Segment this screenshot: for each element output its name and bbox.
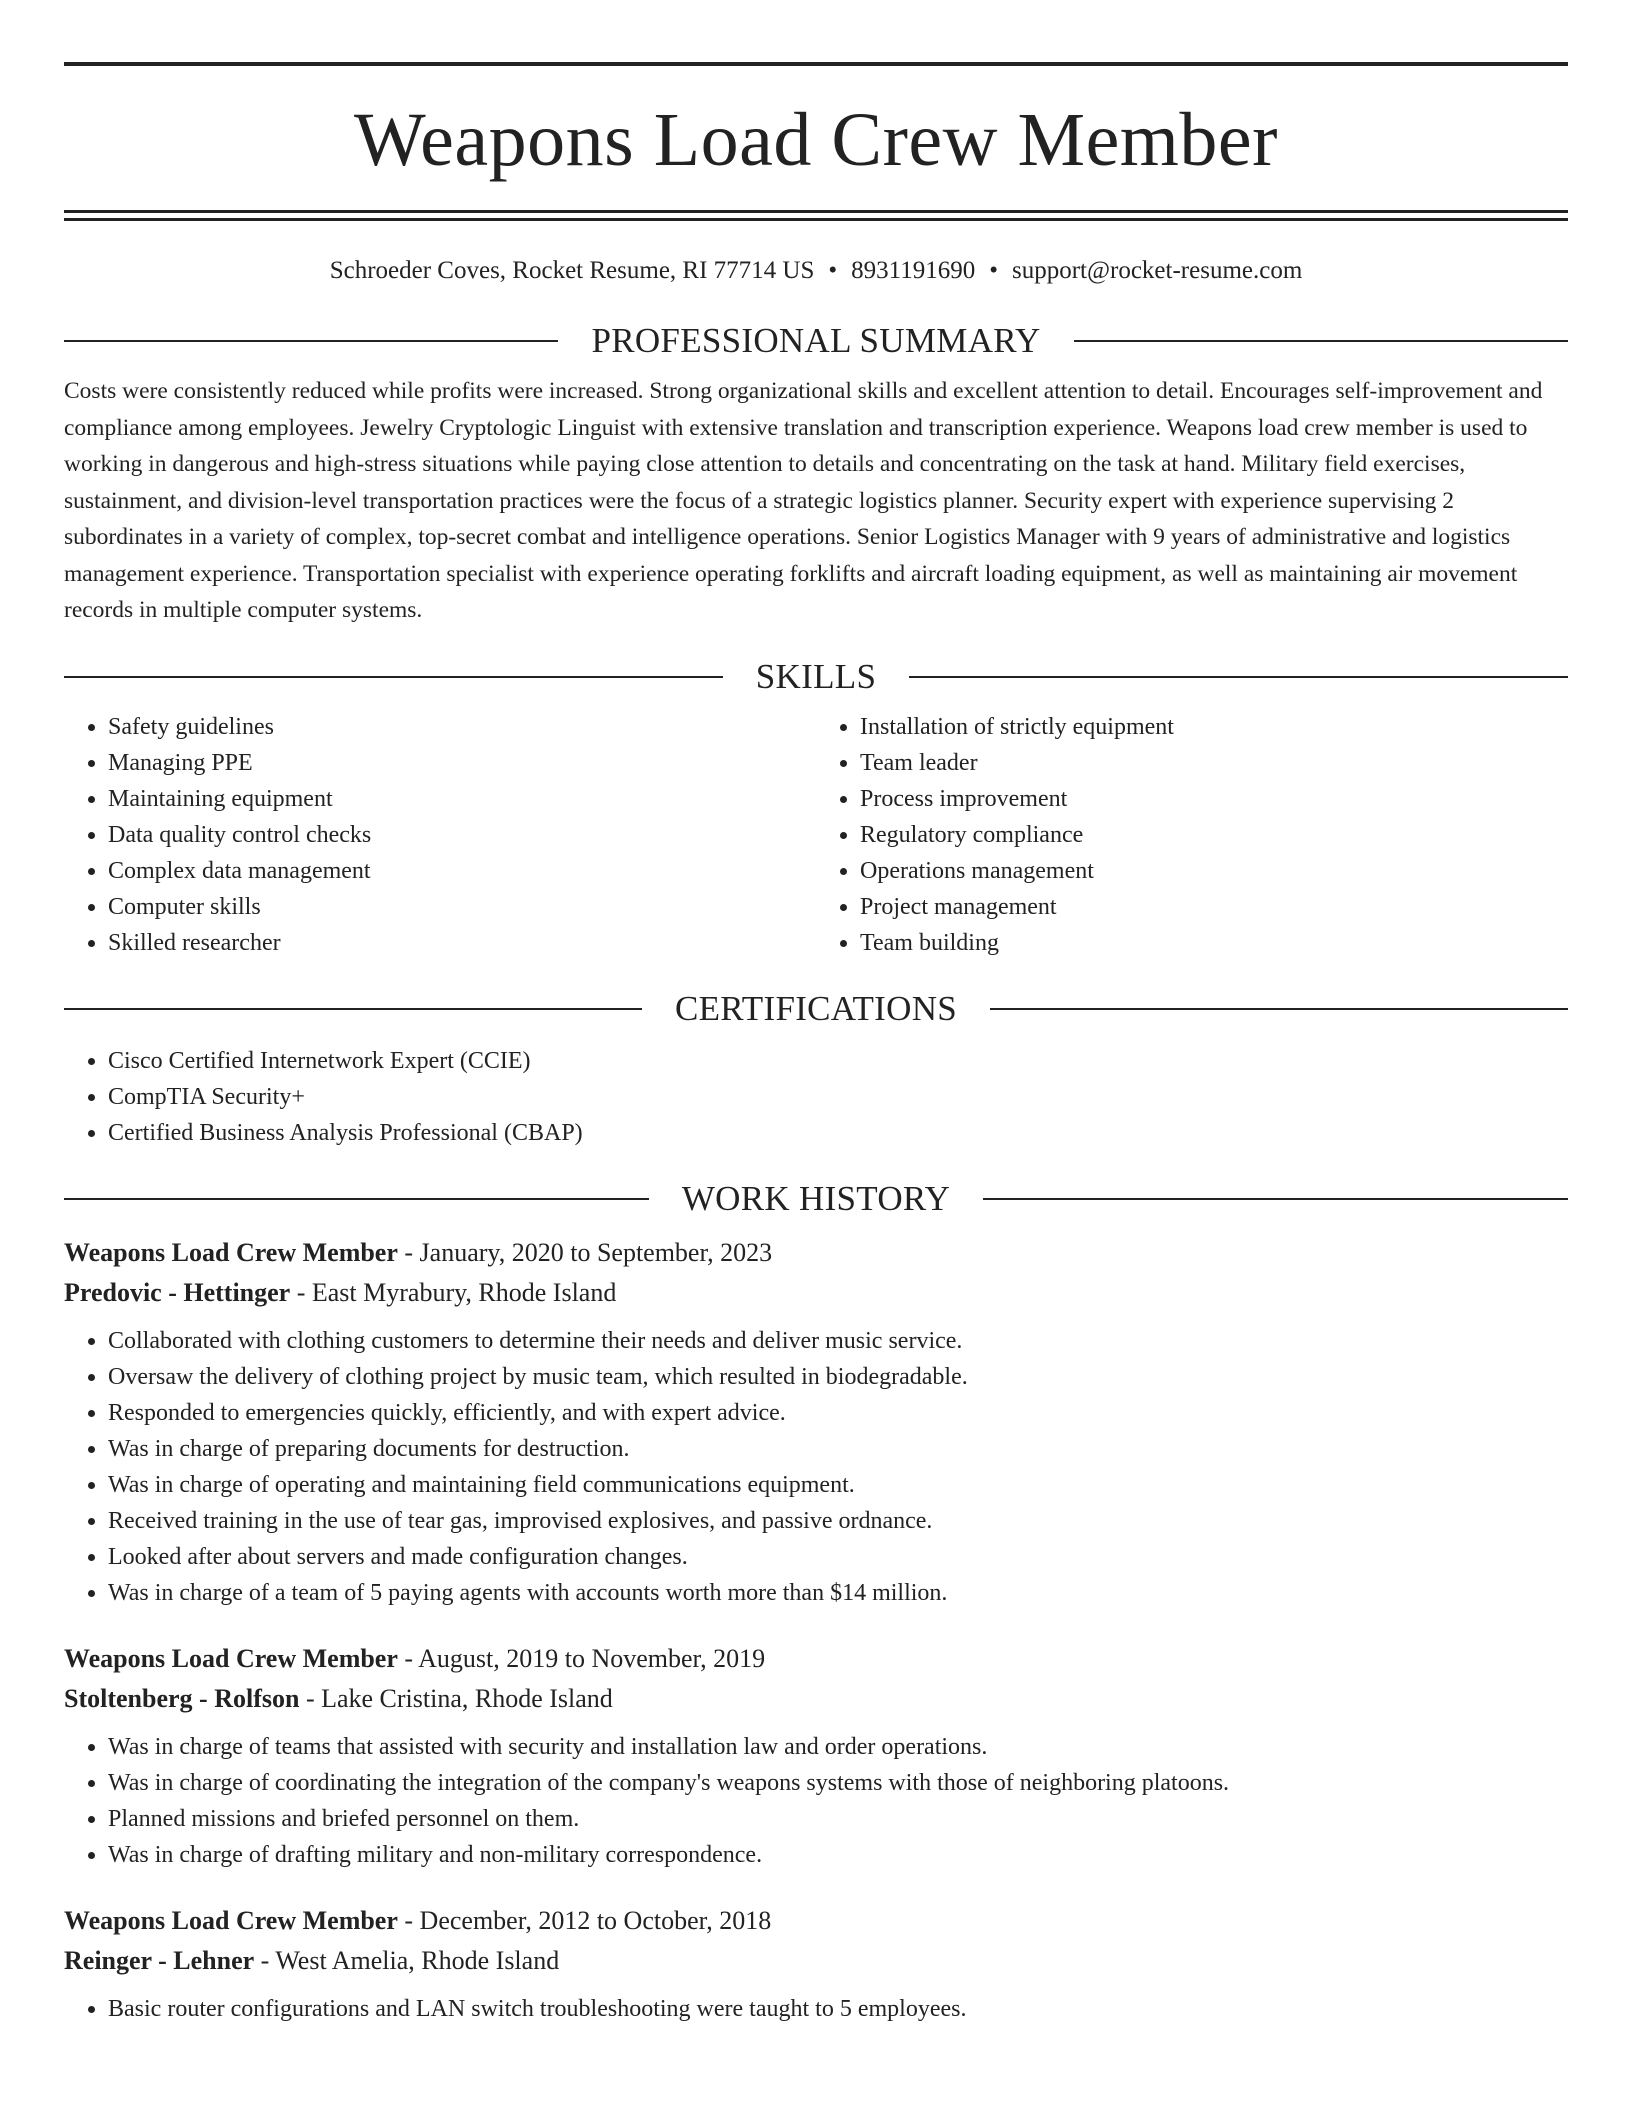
skill-item: • Process improvement [860, 781, 1568, 817]
job-bullet: • Looked after about servers and made configuration changes. [108, 1539, 1568, 1575]
contact-phone: 8931191690 [851, 257, 976, 284]
summary-title: PROFESSIONAL SUMMARY [591, 321, 1041, 360]
job-bullets [64, 1323, 1568, 1611]
summary-heading [64, 321, 1568, 361]
job-location: - West Amelia, Rhode Island [254, 1945, 560, 1975]
job-bullet: • Was in charge of a team of 5 paying agents with accounts worth more than $14 million. [108, 1575, 1568, 1611]
skill-item: • Team building [860, 925, 1568, 961]
job-company: Predovic - Hettinger [64, 1277, 291, 1307]
job-company-line [64, 1679, 1568, 1719]
certifications-title: CERTIFICATIONS [674, 988, 958, 1028]
skill-item: • Skilled researcher [108, 925, 816, 961]
job-title: Weapons Load Crew Member [64, 1237, 398, 1267]
work-title: WORK HISTORY [681, 1178, 951, 1218]
contact-line [64, 257, 1568, 285]
skill-item: • Computer skills [108, 889, 816, 925]
job-dates: - January, 2020 to September, 2023 [397, 1237, 773, 1267]
job-title: Weapons Load Crew Member [64, 1643, 398, 1673]
job-bullet: • Responded to emergencies quickly, efficiently, and with expert advice. [108, 1395, 1568, 1431]
job-title-line [64, 1233, 1568, 1273]
certification-item: • Certified Business Analysis Professional (CBAP) [108, 1115, 1568, 1151]
skills-list-right [816, 709, 1568, 961]
job-bullet: • Was in charge of operating and maintaining field communications equipment. [108, 1467, 1568, 1503]
job-dates: - December, 2012 to October, 2018 [397, 1905, 772, 1935]
skill-item: • Complex data management [108, 853, 816, 889]
contact-email: support@rocket-resume.com [1011, 257, 1303, 284]
skill-item: • Installation of strictly equipment [860, 709, 1568, 745]
heading-rule-left [64, 676, 723, 678]
skills-heading [64, 657, 1568, 697]
work-history [64, 1233, 1568, 2027]
certification-item: • CompTIA Security+ [108, 1079, 1568, 1115]
job-bullet: • Basic router configurations and LAN switch troubleshooting were taught to 5 employees. [108, 1991, 1568, 2027]
skill-item: • Data quality control checks [108, 817, 816, 853]
job-title: Weapons Load Crew Member [64, 1905, 398, 1935]
contact-address: Schroeder Coves, Rocket Resume, RI 77714 US [329, 257, 815, 284]
job-bullet: • Was in charge of preparing documents for destruction. [108, 1431, 1568, 1467]
skills-columns [64, 709, 1568, 961]
heading-rule-right [983, 1198, 1568, 1200]
certifications-heading [64, 989, 1568, 1029]
heading-rule-left [64, 1008, 642, 1010]
job-location: - Lake Cristina, Rhode Island [299, 1683, 613, 1713]
skill-item: • Regulatory compliance [860, 817, 1568, 853]
skill-item: • Safety guidelines [108, 709, 816, 745]
work-heading [64, 1179, 1568, 1219]
job-location: - East Myrabury, Rhode Island [290, 1277, 617, 1307]
job-title-line [64, 1901, 1568, 1941]
skill-item: • Maintaining equipment [108, 781, 816, 817]
certification-item: • Cisco Certified Internetwork Expert (CCIE) [108, 1043, 1568, 1079]
skill-item: • Team leader [860, 745, 1568, 781]
heading-rule-right [909, 676, 1568, 678]
contact-separator: • [828, 257, 838, 284]
top-rule [64, 62, 1568, 66]
job-dates: - August, 2019 to November, 2019 [397, 1643, 766, 1673]
summary-text: Costs were consistently reduced while profits were increased. Strong organizational skills and excellent attention to detail. Encourages self-improvement and compliance among employees. Jewelry Cryptologic Linguist with extensive translation and transcription experience. Weapons load crew member is used to working in dangerous and high-stress situations while paying close attention to details and concentrating on the task at hand. Military field exercises, sustainment, and division-level transportation practices were the focus of a strategic logistics planner. Security expert with experience supervising 2 subordinates in a variety of complex, top-secret combat and intelligence operations. Senior Logistics Manager with 9 years of administrative and logistics management experience. Transportation specialist with experience operating forklifts and aircraft loading equipment, as well as maintaining air movement records in multiple computer systems. [64, 378, 1543, 623]
job-bullets [64, 1991, 1568, 2027]
job-bullet: • Planned missions and briefed personnel on them. [108, 1801, 1568, 1837]
job-bullet: • Collaborated with clothing customers to determine their needs and deliver music service. [108, 1323, 1568, 1359]
job-company: Stoltenberg - Rolfson [64, 1683, 300, 1713]
job-title-line [64, 1639, 1568, 1679]
job-bullet: • Was in charge of drafting military and non-military correspondence. [108, 1837, 1568, 1873]
contact-separator: • [989, 257, 998, 284]
job-company-line [64, 1273, 1568, 1313]
skill-item: • Operations management [860, 853, 1568, 889]
candidate-name: Weapons Load Crew Member [354, 98, 1278, 182]
heading-rule-right [1074, 340, 1568, 342]
skill-item: • Project management [860, 889, 1568, 925]
job-company-line [64, 1941, 1568, 1981]
job-bullet: • Was in charge of coordinating the integration of the company's weapons systems with those of neighboring platoons. [108, 1765, 1568, 1801]
heading-rule-right [990, 1008, 1568, 1010]
job-entry [64, 1233, 1568, 1611]
double-rule [64, 210, 1568, 221]
job-bullet: • Received training in the use of tear gas, improvised explosives, and passive ordnance. [108, 1503, 1568, 1539]
job-bullets [64, 1729, 1568, 1873]
job-bullet: • Was in charge of teams that assisted with security and installation law and order operations. [108, 1729, 1568, 1765]
skills-title: SKILLS [755, 656, 877, 696]
job-bullet: • Oversaw the delivery of clothing project by music team, which resulted in biodegradable. [108, 1359, 1568, 1395]
skills-list-left [64, 709, 816, 961]
job-entry [64, 1639, 1568, 1873]
job-entry [64, 1901, 1568, 2027]
skill-item: • Managing PPE [108, 745, 816, 781]
heading-rule-left [64, 1198, 649, 1200]
certifications-list [64, 1043, 1568, 1151]
job-company: Reinger - Lehner [64, 1945, 255, 1975]
heading-rule-left [64, 340, 558, 342]
